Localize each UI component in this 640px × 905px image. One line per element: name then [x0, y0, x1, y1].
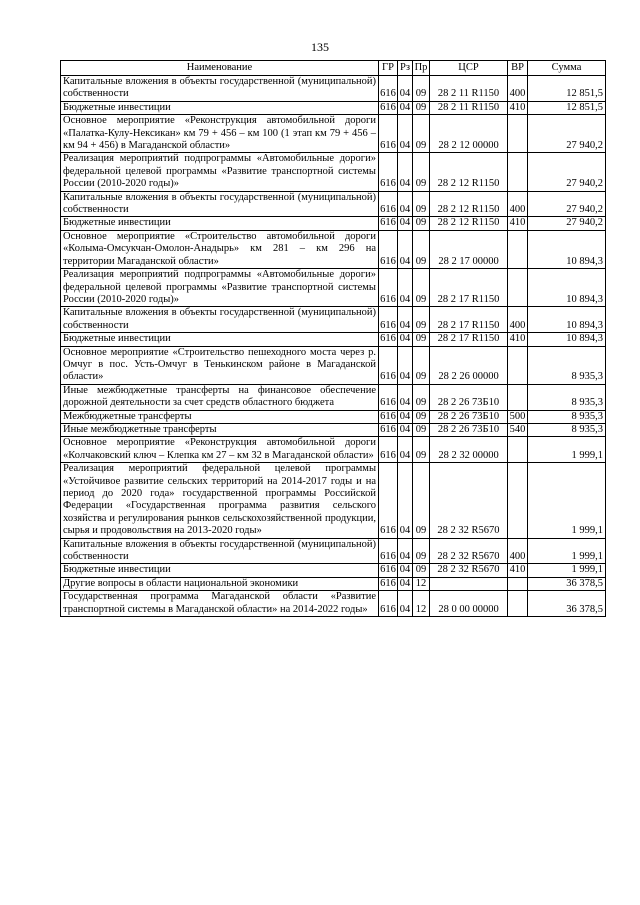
row-gr-cell: 616 [379, 191, 398, 217]
row-rz-cell: 04 [398, 346, 413, 384]
row-gr-cell: 616 [380, 577, 396, 589]
row-pr-cell: 12 [413, 591, 430, 617]
column-header-csr: ЦСР [430, 61, 508, 76]
table-row [61, 538, 606, 564]
row-name-cell: Иные межбюджетные трансферты на финансовое обеспечение дорожной деятельности за счет средств областного бюджета [61, 384, 379, 410]
row-gr-cell: 616 [380, 333, 396, 345]
row-csr-cell: 28 2 11 R1150 [430, 76, 508, 102]
row-gr-cell: 616 [379, 307, 398, 333]
row-rz-cell: 04 [398, 463, 413, 538]
row-sum-cell: 10 894,3 [528, 269, 606, 307]
row-vr-cell [508, 346, 528, 384]
table-row [61, 153, 606, 191]
row-sum-cell: 1 999,1 [528, 564, 606, 577]
row-rz-cell: 04 [398, 76, 413, 102]
row-vr-cell [508, 577, 528, 590]
row-csr-cell: 28 2 17 R1150 [430, 307, 508, 333]
row-gr-cell: 616 [380, 101, 396, 113]
row-rz-cell: 04 [398, 437, 413, 463]
row-vr-cell: 400 [508, 191, 528, 217]
row-gr-cell: 616 [379, 437, 398, 463]
table-row [61, 423, 606, 436]
row-name-cell: Основное мероприятие «Реконструкция автомобильной дороги «Палатка-Кулу-Нексикан» км 79 + 456 – км 100 (1 этап км 79 + 456 – км 94 + 456) в Магаданской области» [61, 115, 379, 153]
row-pr-cell: 12 [413, 577, 430, 590]
row-sum-cell: 12 851,5 [528, 76, 606, 102]
row-pr-cell: 09 [413, 217, 430, 230]
row-gr-cell: 616 [380, 217, 396, 229]
row-csr-cell: 28 2 26 73Б10 [430, 410, 508, 423]
table-row [61, 577, 606, 590]
row-gr-cell: 616 [379, 463, 398, 538]
row-name-cell: Основное мероприятие «Строительство пешеходного моста через р. Омчуг в пос. Усть-Омчуг в Тенькинском районе в Магаданской области» [61, 346, 379, 384]
row-pr-cell: 09 [413, 230, 430, 268]
column-header-gr: ГР [379, 61, 398, 76]
row-csr-cell: 28 2 17 R1150 [430, 333, 508, 346]
row-name-cell: Капитальные вложения в объекты государственной (муниципальной) собственности [61, 191, 379, 217]
row-gr-cell: 616 [380, 564, 396, 576]
row-csr-cell: 28 2 32 00000 [430, 437, 508, 463]
table-row [61, 384, 606, 410]
row-rz-cell: 04 [398, 230, 413, 268]
row-rz-cell: 04 [398, 101, 413, 114]
column-header-rz: Рз [398, 61, 413, 76]
column-header-sum: Сумма [528, 61, 606, 76]
row-vr-cell [508, 115, 528, 153]
row-pr-cell: 09 [413, 101, 430, 114]
row-vr-cell [508, 437, 528, 463]
row-gr-cell: 616 [379, 346, 398, 384]
row-gr-cell: 616 [379, 538, 398, 564]
table-row [61, 230, 606, 268]
row-rz-cell: 04 [398, 591, 413, 617]
row-csr-cell: 28 2 32 R5670 [430, 564, 508, 577]
row-pr-cell: 09 [413, 564, 430, 577]
row-csr-cell: 28 2 17 00000 [430, 230, 508, 268]
row-pr-cell: 09 [413, 76, 430, 102]
row-sum-cell: 1 999,1 [528, 538, 606, 564]
row-pr-cell: 09 [413, 153, 430, 191]
row-name-cell: Капитальные вложения в объекты государственной (муниципальной) собственности [61, 76, 379, 102]
row-gr-cell: 616 [379, 384, 398, 410]
row-rz-cell: 04 [398, 191, 413, 217]
row-pr-cell: 09 [413, 115, 430, 153]
row-pr-cell: 09 [413, 423, 430, 436]
row-csr-cell: 28 2 12 R1150 [430, 191, 508, 217]
row-vr-cell: 410 [508, 217, 528, 230]
row-name-cell: Бюджетные инвестиции [61, 564, 379, 577]
row-name-cell: Капитальные вложения в объекты государственной (муниципальной) собственности [61, 307, 379, 333]
row-sum-cell: 12 851,5 [528, 101, 606, 114]
row-name-cell: Бюджетные инвестиции [61, 217, 379, 230]
row-pr-cell: 09 [413, 410, 430, 423]
column-header-pr: Пр [413, 61, 430, 76]
budget-table [60, 60, 606, 617]
row-gr-cell: 616 [380, 410, 396, 422]
row-vr-cell: 410 [508, 333, 528, 346]
row-rz-cell: 04 [398, 269, 413, 307]
table-row [61, 564, 606, 577]
row-pr-cell: 09 [413, 269, 430, 307]
row-csr-cell: 28 0 00 00000 [430, 591, 508, 617]
row-rz-cell: 04 [398, 384, 413, 410]
row-name-cell: Бюджетные инвестиции [61, 101, 379, 114]
row-name-cell: Другие вопросы в области национальной экономики [61, 577, 379, 590]
row-rz-cell: 04 [398, 577, 413, 590]
row-name-cell: Реализация мероприятий подпрограммы «Автомобильные дороги» федеральной целевой программы «Развитие транспортной системы России (2010-2020 годы)» [61, 269, 379, 307]
row-csr-cell: 28 2 32 R5670 [430, 538, 508, 564]
row-gr-cell: 616 [380, 423, 396, 435]
table-row [61, 410, 606, 423]
row-csr-cell: 28 2 26 73Б10 [430, 384, 508, 410]
row-gr-cell: 616 [379, 230, 398, 268]
row-rz-cell: 04 [398, 410, 413, 423]
row-pr-cell: 09 [413, 463, 430, 538]
row-name-cell: Реализация мероприятий подпрограммы «Автомобильные дороги» федеральной целевой программы «Развитие транспортной системы России (2010-2020 годы)» [61, 153, 379, 191]
row-rz-cell: 04 [398, 423, 413, 436]
table-row [61, 346, 606, 384]
row-sum-cell: 1 999,1 [528, 463, 606, 538]
row-sum-cell: 8 935,3 [528, 410, 606, 423]
table-row [61, 307, 606, 333]
row-sum-cell: 27 940,2 [528, 115, 606, 153]
row-vr-cell [508, 384, 528, 410]
table-row [61, 191, 606, 217]
row-vr-cell: 410 [508, 564, 528, 577]
row-csr-cell: 28 2 12 R1150 [430, 217, 508, 230]
row-vr-cell: 400 [508, 307, 528, 333]
row-name-cell: Основное мероприятие «Реконструкция автомобильной дороги «Колчаковский ключ – Клепка км 27 – км 32 в Магаданской области» [61, 437, 379, 463]
row-sum-cell: 8 935,3 [528, 346, 606, 384]
row-csr-cell: 28 2 11 R1150 [430, 101, 508, 114]
row-sum-cell: 8 935,3 [528, 384, 606, 410]
row-pr-cell: 09 [413, 191, 430, 217]
row-sum-cell: 10 894,3 [528, 230, 606, 268]
row-name-cell: Бюджетные инвестиции [61, 333, 379, 346]
row-gr-cell: 616 [379, 115, 398, 153]
row-rz-cell: 04 [398, 115, 413, 153]
column-header-vr: ВР [508, 61, 528, 76]
table-row [61, 333, 606, 346]
row-sum-cell: 1 999,1 [528, 437, 606, 463]
row-pr-cell: 09 [413, 346, 430, 384]
row-csr-cell: 28 2 12 00000 [430, 115, 508, 153]
table-row [61, 591, 606, 617]
row-gr-cell: 616 [379, 591, 398, 617]
row-pr-cell: 09 [413, 333, 430, 346]
table-header-row [61, 61, 606, 76]
row-vr-cell: 400 [508, 538, 528, 564]
row-rz-cell: 04 [398, 333, 413, 346]
row-rz-cell: 04 [398, 564, 413, 577]
row-name-cell: Иные межбюджетные трансферты [61, 423, 379, 436]
row-vr-cell [508, 230, 528, 268]
row-vr-cell [508, 463, 528, 538]
row-rz-cell: 04 [398, 307, 413, 333]
row-sum-cell: 8 935,3 [528, 423, 606, 436]
row-pr-cell: 09 [413, 437, 430, 463]
row-name-cell: Основное мероприятие «Строительство автомобильной дороги «Колыма-Омсукчан-Омолон-Анадырь» км 281 – км 296 на территории Магаданской области» [61, 230, 379, 268]
row-pr-cell: 09 [413, 307, 430, 333]
table-row [61, 115, 606, 153]
row-vr-cell: 410 [508, 101, 528, 114]
row-csr-cell: 28 2 17 R1150 [430, 269, 508, 307]
row-name-cell: Государственная программа Магаданской области «Развитие транспортной системы в Магаданской области» на 2014-2022 годы» [61, 591, 379, 617]
row-gr-cell: 616 [379, 153, 398, 191]
row-vr-cell: 540 [508, 423, 528, 436]
row-sum-cell: 27 940,2 [528, 191, 606, 217]
row-csr-cell: 28 2 32 R5670 [430, 463, 508, 538]
table-row [61, 269, 606, 307]
row-vr-cell: 500 [508, 410, 528, 423]
row-gr-cell: 616 [379, 76, 398, 102]
row-rz-cell: 04 [398, 217, 413, 230]
row-name-cell: Капитальные вложения в объекты государственной (муниципальной) собственности [61, 538, 379, 564]
table-row [61, 76, 606, 102]
row-vr-cell: 400 [508, 76, 528, 102]
table-row [61, 217, 606, 230]
table-row [61, 463, 606, 538]
row-sum-cell: 36 378,5 [528, 591, 606, 617]
table-row [61, 437, 606, 463]
row-csr-cell: 28 2 26 00000 [430, 346, 508, 384]
column-header-name: Наименование [61, 61, 379, 76]
row-gr-cell: 616 [379, 269, 398, 307]
row-sum-cell: 27 940,2 [528, 217, 606, 230]
row-vr-cell [508, 591, 528, 617]
row-vr-cell [508, 269, 528, 307]
row-sum-cell: 10 894,3 [528, 307, 606, 333]
row-sum-cell: 27 940,2 [528, 153, 606, 191]
row-pr-cell: 09 [413, 538, 430, 564]
row-name-cell: Межбюджетные трансферты [61, 410, 379, 423]
page-number: 135 [311, 40, 329, 54]
row-csr-cell: 28 2 12 R1150 [430, 153, 508, 191]
table-row [61, 101, 606, 114]
row-vr-cell [508, 153, 528, 191]
row-sum-cell: 10 894,3 [528, 333, 606, 346]
row-csr-cell: 28 2 26 73Б10 [430, 423, 508, 436]
row-rz-cell: 04 [398, 153, 413, 191]
row-name-cell: Реализация мероприятий федеральной целевой программы «Устойчивое развитие сельских территорий на 2014-2017 годы и на период до 2020 года» государственной программы Российской Федерации «Государственная программа развития сельского хозяйства и регулирования рынков сельскохозяйственной продукции, сырья и продовольствия на 2013-2020 годы» [61, 463, 379, 538]
row-csr-cell [430, 577, 508, 590]
row-pr-cell: 09 [413, 384, 430, 410]
row-rz-cell: 04 [398, 538, 413, 564]
row-sum-cell: 36 378,5 [528, 577, 606, 590]
